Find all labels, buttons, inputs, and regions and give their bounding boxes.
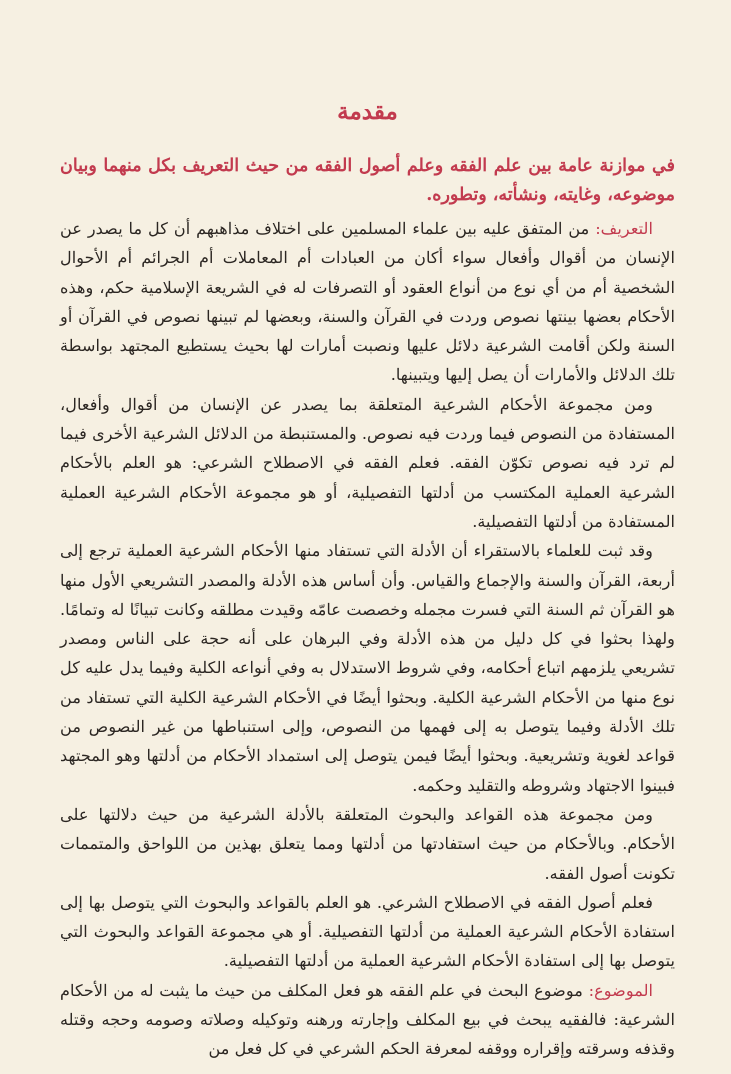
paragraph-subject-text: موضوع البحث في علم الفقه هو فعل المكلف من حيث ما يثبت له من الأحكام الشرعية: فالفقيه يبحث في بيع المكلف وإجارته ورهنه وتوكيله وصلاته وصومه وحجه وقتله وقذفه وسرقته وإقراره ووقفه لمعرفة الحكم الشرعي في كل فعل من: [60, 980, 675, 1059]
paragraph-usul-formation: ومن مجموعة هذه القواعد والبحوث المتعلقة بالأدلة الشرعية من حيث دلالتها على الأحكام. وبالأحكام من حيث استفادتها من أدلتها ومما يتعلق بهذين من اللواحق والمتممات تكونت أصول الفقه.: [60, 804, 675, 883]
paragraph-definition-text: من المتفق عليه بين علماء المسلمين على اختلاف مذاهبهم أن كل ما يصدر عن الإنسان من أقوال وأفعال سواء أكان من العبادات أم المعاملات أم الجرائم أم الأحوال الشخصية أم من أي نوع من أنواع العقود أو التصرفات له في الشريعة الإسلامية حكم، وهذه الأحكام بعضها بينتها نصوص وردت في القرآن والسنة، وبعضها لم تبينها نصوص في القرآن أو السنة ولكن أقامت الشرعية دلائل عليها ونصبت أمارات لها بحيث يستطيع المجتهد بواسطة تلك الدلائل والأمارات أن يصل إليها ويتبينها.: [60, 219, 675, 385]
paragraph-definition: [60, 214, 675, 390]
paragraph-subject: [60, 976, 675, 1064]
term-subject: الموضوع:: [588, 980, 653, 1000]
page-title: مقدمة: [337, 98, 398, 125]
section-subtitle: في موازنة عامة بين علم الفقه وعلم أصول الفقه من حيث التعريف بكل منهما وبيان موضوعه، وغايته، ونشأته، وتطوره.: [60, 156, 675, 205]
term-definition: التعريف:: [595, 219, 653, 238]
paragraph-evidence: وقد ثبت للعلماء بالاستقراء أن الأدلة التي تستفاد منها الأحكام الشرعية العملية ترجع إلى أربعة، القرآن والسنة والإجماع والقياس. وأن أساس هذه الأدلة والمصدر التشريعي الأول منها هو القرآن ثم السنة التي فسرت مجمله وخصصت عامّه وقيدت مطلقه وكانت تبيانًا له وتمامًا. ولهذا بحثوا في كل دليل من هذه الأدلة وفي البرهان على أنه حجة على الناس ومصدر تشريعي يلزمهم اتباع أحكامه، وفي شروط الاستدلال به وفي أنواعه الكلية وفيما يدل عليه كل نوع منها من الأحكام الشرعية الكلية. وبحثوا أيضًا في الأحكام الشرعية الكلية التي تستفاد من تلك الأدلة وفيما يتوصل به إلى فهمها من النصوص، وإلى استنباطها من غير النصوص من قواعد لغوية وتشريعية. وبحثوا أيضًا فيمن يتوصل إلى استمداد الأحكام من أدلتها وهو المجتهد فبينوا الاجتهاد وشروطه والتقليد وحكمه.: [60, 541, 675, 795]
paragraph-fiqh: ومن مجموعة الأحكام الشرعية المتعلقة بما يصدر عن الإنسان من أقوال وأفعال، المستفادة من النصوص فيما وردت فيه نصوص. والمستنبطة من الدلائل الشرعية الأخرى فيما لم ترد فيه نصوص تكوّن الفقه. فعلم الفقه في الاصطلاح الشرعي: هو العلم بالأحكام الشرعية العملية المكتسب من أدلتها التفصيلية، أو هو مجموعة الأحكام الشرعية العملية المستفادة من أدلتها التفصيلية.: [60, 394, 675, 531]
paragraph-usul-definition: فعلم أصول الفقه في الاصطلاح الشرعي. هو العلم بالقواعد والبحوث التي يتوصل بها إلى استفادة الأحكام الشرعية العملية من أدلتها التفصيلية. أو هي مجموعة القواعد والبحوث التي يتوصل بها إلى استفادة الأحكام الشرعية العملية من أدلتها التفصيلية.: [60, 892, 675, 971]
